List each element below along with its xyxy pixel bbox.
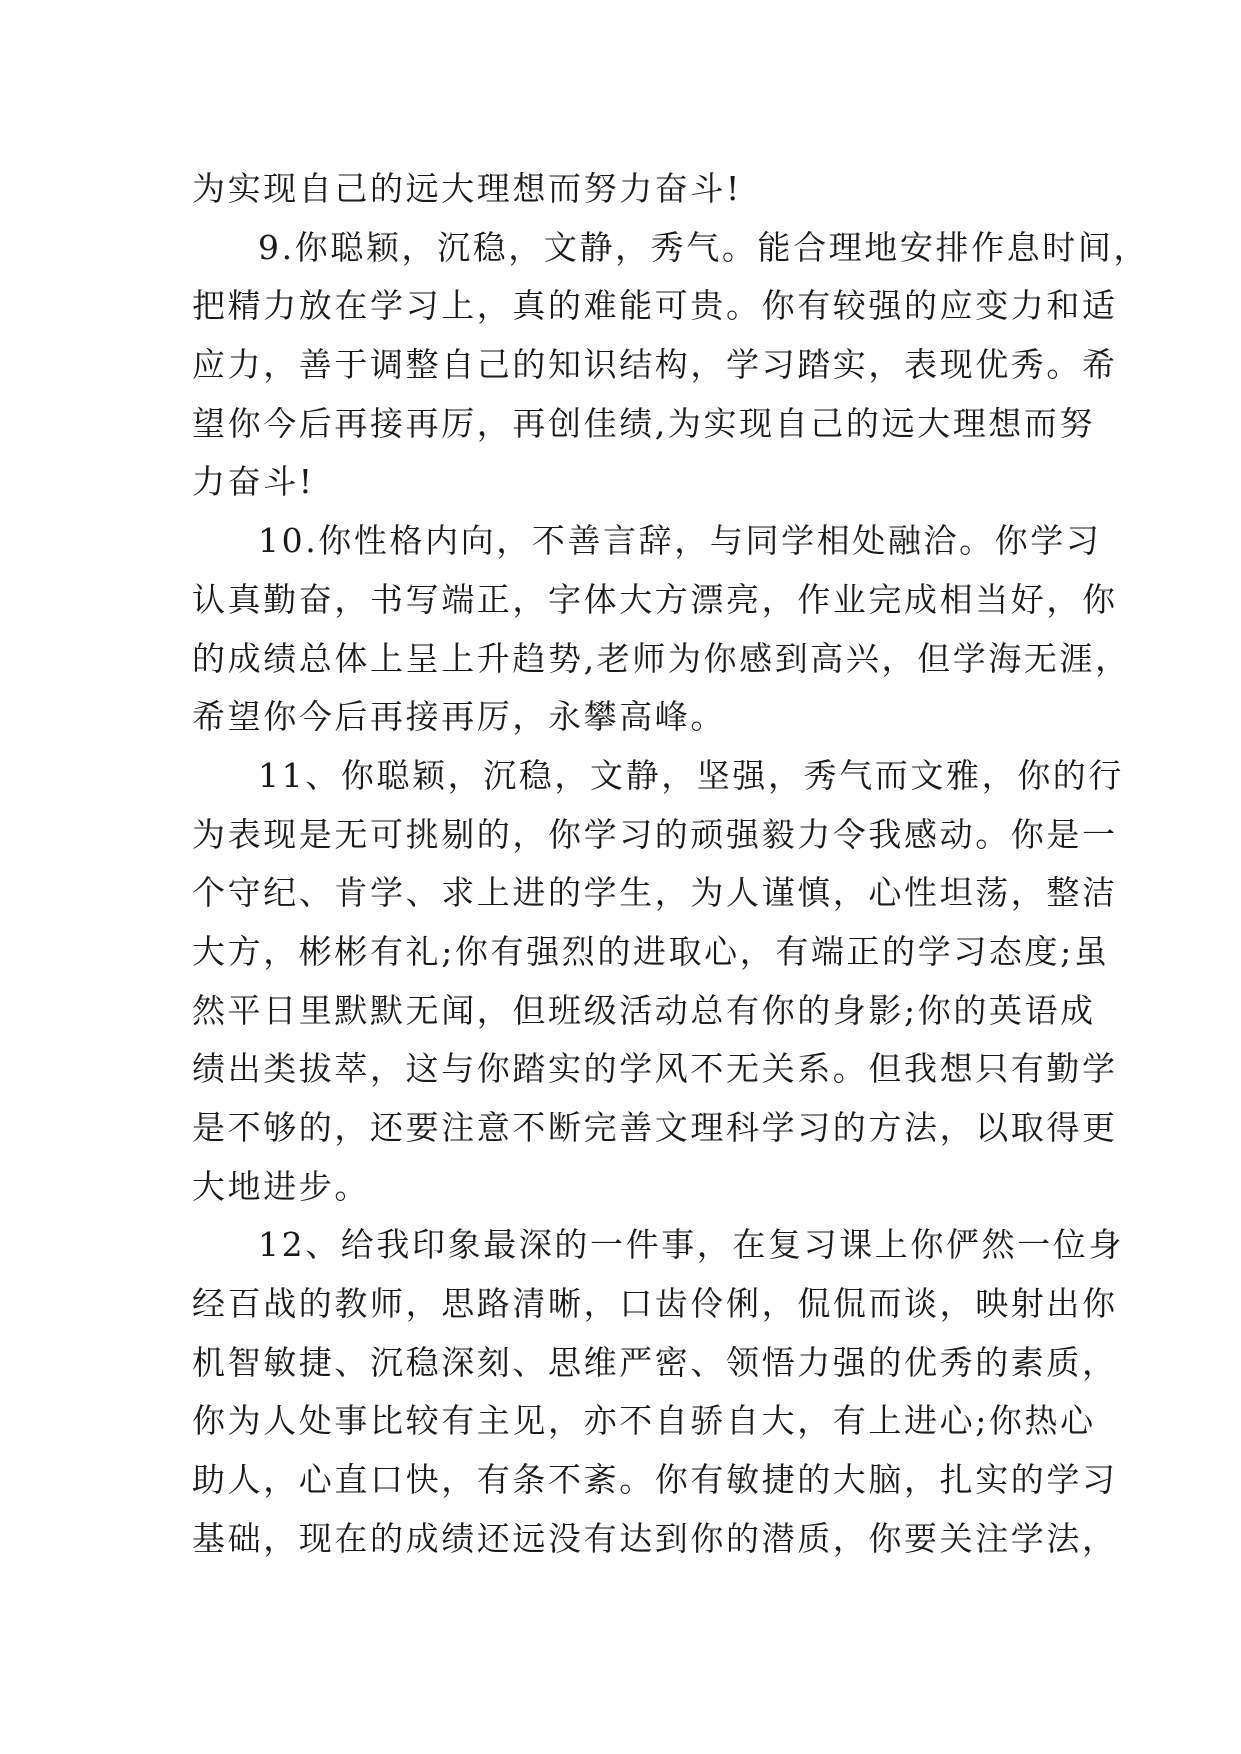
text-line [192, 1216, 1124, 1275]
paragraph-10 [192, 512, 1131, 747]
text-line: 应力，善于调整自己的知识结构，学习踏实，表现优秀。希 [192, 345, 1118, 385]
text-line: 然平日里默默无闻，但班级活动总有你的身影;你的英语成 [192, 990, 1096, 1030]
text-line: 把精力放在学习上，真的难能可贵。你有较强的应变力和适 [192, 286, 1118, 326]
text-line: 是不够的，还要注意不断完善文理科学习的方法，以取得更 [192, 1108, 1118, 1147]
text-line [192, 747, 1124, 806]
text-line: 为表现是无可挑剔的，你学习的顽强毅力令我感动。你是一 [192, 814, 1118, 854]
paragraph-12 [192, 1216, 1124, 1568]
text-line-content: 11、你聪颖，沉稳，文静，坚强，秀气而文雅，你的行 [258, 755, 1124, 795]
document-body [192, 160, 1150, 1569]
text-line: 力奋斗! [192, 462, 315, 502]
text-line: 为实现自己的远大理想而努力奋斗! [192, 169, 742, 208]
paragraph-9 [192, 219, 1150, 512]
text-line [192, 512, 1102, 571]
text-line: 认真勤奋，书写端正，字体大方漂亮，作业完成相当好，你 [192, 579, 1118, 619]
text-line: 希望你今后再接再厉，永攀高峰。 [192, 697, 726, 737]
text-line-content: 10.你性格内向，不善言辞，与同学相处融洽。你学习 [258, 521, 1102, 561]
text-line: 望你今后再接再厉，再创佳绩,为实现自己的远大理想而努 [192, 403, 1096, 443]
text-line: 经百战的教师，思路清晰，口齿伶俐，侃侃而谈，映射出你 [192, 1284, 1118, 1324]
paragraph-11 [192, 747, 1124, 1217]
text-line: 个守纪、肯学、求上进的学生，为人谨慎，心性坦荡，整洁 [192, 873, 1118, 913]
paragraph-continued [192, 160, 1062, 219]
text-line: 大方，彬彬有礼;你有强烈的进取心，有端正的学习态度;虽 [192, 931, 1110, 971]
text-line: 助人，心直口快，有条不紊。你有敏捷的大脑，扎实的学习 [192, 1460, 1118, 1500]
text-line: 基础，现在的成绩还远没有达到你的潜质，你要关注学法， [192, 1518, 1118, 1558]
text-line [192, 219, 1150, 278]
text-line: 绩出类拔萃，这与你踏实的学风不无关系。但我想只有勤学 [192, 1049, 1118, 1089]
text-line: 大地进步。 [192, 1166, 370, 1206]
text-line: 机智敏捷、沉稳深刻、思维严密、领悟力强的优秀的素质， [192, 1342, 1118, 1382]
text-line-content: 9.你聪颖，沉稳，文静，秀气。能合理地安排作息时间， [258, 227, 1150, 267]
text-line: 的成绩总体上呈上升趋势,老师为你感到高兴，但学海无涯， [192, 638, 1131, 678]
text-line-content: 12、给我印象最深的一件事，在复习课上你俨然一位身 [258, 1225, 1124, 1265]
text-line: 你为人处事比较有主见，亦不自骄自大，有上进心;你热心 [192, 1401, 1096, 1441]
